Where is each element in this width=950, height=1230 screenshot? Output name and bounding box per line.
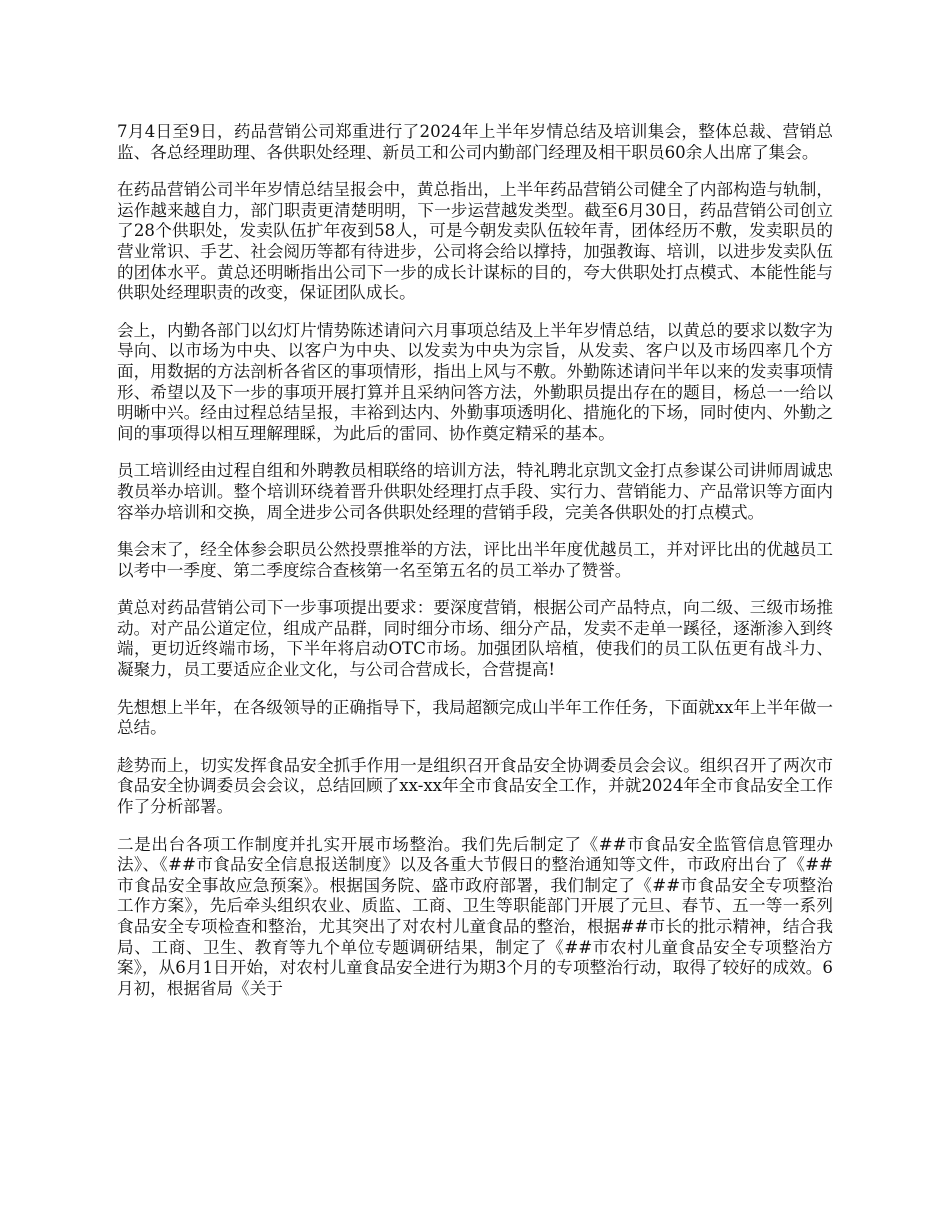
paragraph-staff-training: 员工培训经由过程自组和外聘教员相联络的培训方法，特礼聘北京凯文金打点参谋公司讲师周诚忠教员举办培训。整个培训环绕着晋升供职处经理打点手段、实行力、营销能力、产品常识等方面内容举办培训和交换，周全进步公司各供职处经理的营销手段，完美各供职处的打点模式。 — [117, 461, 833, 522]
paragraph-half-year-report: 在药品营销公司半年岁情总结呈报会中，黄总指出，上半年药品营销公司健全了内部构造与轨制，运作越来越自力，部门职责更清楚明明，下一步运营越发类型。截至6月30日，药品营销公司创立了28个供职处，发卖队伍扩年夜到58人，可是今朝发卖队伍较年青，团体经历不敷，发卖职员的营业常识、手艺、社会阅历等都有待进步，公司将会给以撑持，加强教诲、培训，以进步发卖队伍的团体水平。黄总还明晰指出公司下一步的成长计谋标的目的，夸大供职处打点模式、本能性能与供职处经理职责的改变，保证团队成长。 — [117, 180, 833, 303]
paragraph-market-rectification: 二是出台各项工作制度并扎实开展市场整治。我们先后制定了《##市食品安全监管信息管理办法》、《##市食品安全信息报送制度》以及各重大节假日的整治通知等文件，市政府出台了《##市食品安全事故应急预案》。根据国务院、盛市政府部署，我们制定了《##市食品安全专项整治工作方案》，先后牵头组织农业、质监、工商、卫生等职能部门开展了元旦、春节、五一等一系列食品安全专项检查和整治，尤其突出了对农村儿童食品的整治，根据##市长的批示精神，结合我局、工商、卫生、教育等九个单位专题调研结果，制定了《##市农村儿童食品安全专项整治方案》，从6月1日开始，对农村儿童食品安全进行为期3个月的专项整治行动，取得了较好的成效。6月初，根据省局《关于 — [117, 834, 833, 998]
paragraph-next-steps: 黄总对药品营销公司下一步事项提出要求：要深度营销，根据公司产品特点，向二级、三级市场推动。对产品公道定位，组成产品群，同时细分市场、细分产品，发卖不走单一蹊径，逐渐渗入到终端，更切近终端市场，下半年将启动OTC市场。加强团队培植，使我们的员工队伍更有战斗力、凝聚力，员工要适应企业文化，与公司合营成长，合营提高! — [117, 598, 833, 680]
document-body — [117, 122, 833, 1016]
paragraph-meeting-intro: 7月4日至9日，药品营销公司郑重进行了2024年上半年岁情总结及培训集会，整体总裁、营销总监、各总经理助理、各供职处经理、新员工和公司内勤部门经理及相干职员60余人出席了集会。 — [117, 122, 833, 162]
paragraph-food-safety-committee: 趁势而上，切实发挥食品安全抓手作用一是组织召开食品安全协调委员会会议。组织召开了两次市食品安全协调委员会会议，总结回顾了xx-xx年全市食品安全工作，并就2024年全市食品安全工作作了分析部署。 — [117, 755, 833, 817]
paragraph-summary-intro: 先想想上半年，在各级领导的正确指导下，我局超额完成山半年工作任务，下面就xx年上半年做一总结。 — [117, 697, 833, 738]
paragraph-meeting-awards: 集会末了，经全体参会职员公然投票推举的方法，评比出半年度优越员工，并对评比出的优越员工以考中一季度、第二季度综合查核第一名至第五名的员工举办了赞誉。 — [117, 540, 833, 580]
paragraph-department-reports: 会上，内勤各部门以幻灯片情势陈述请问六月事项总结及上半年岁情总结，以黄总的要求以数字为导向、以市场为中央、以客户为中央、以发卖为中央为宗旨，从发卖、客户以及市场四率几个方面，用数据的方法剖析各省区的事项情形，指出上风与不敷。外勤陈述请问半年以来的发卖事项情形、希望以及下一步的事项开展打算并且采纳问答方法，外勤职员提出存在的题目，杨总一一给以明晰中兴。经由过程总结呈报，丰裕到达内、外勤事项透明化、措施化的下场，同时使内、外勤之间的事项得以相互理解理睬，为此后的雷同、协作奠定精采的基本。 — [117, 320, 833, 443]
